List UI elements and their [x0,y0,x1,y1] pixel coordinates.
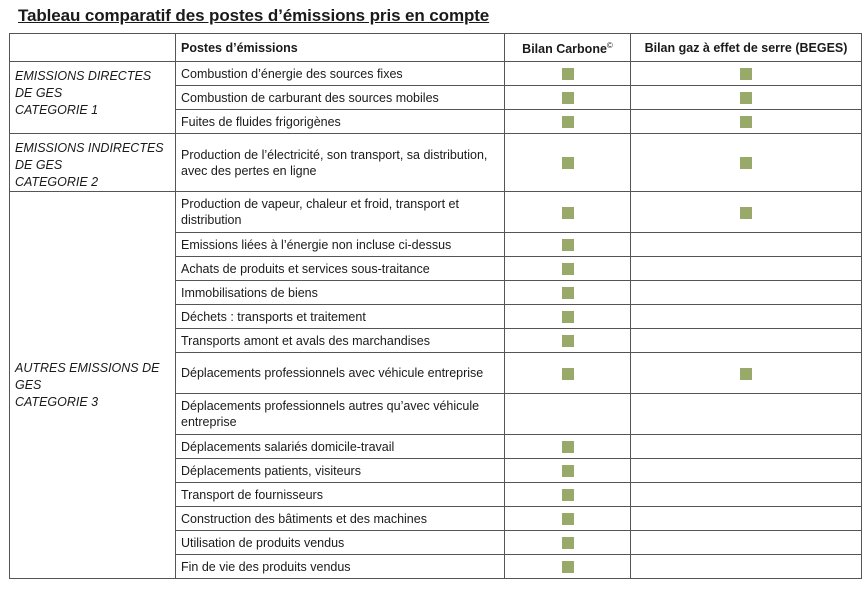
bilan-carbone-cell [505,555,631,579]
check-square-icon [740,207,752,219]
beges-cell [631,353,862,394]
header-beges: Bilan gaz à effet de serre (BEGES) [631,34,862,62]
bilan-carbone-cell [505,233,631,257]
poste-cell: Emissions liées à l’énergie non incluse ci-dessus [176,233,505,257]
header-postes: Postes d’émissions [176,34,505,62]
beges-cell [631,257,862,281]
bilan-carbone-cell [505,305,631,329]
poste-cell: Déplacements professionnels autres qu’avec véhicule entreprise [176,394,505,435]
poste-cell: Déchets : transports et traitement [176,305,505,329]
category-cell [10,62,176,134]
check-square-icon [740,157,752,169]
bilan-carbone-cell [505,110,631,134]
check-square-icon [562,239,574,251]
copyright-mark: © [606,40,613,50]
poste-cell: Combustion d’énergie des sources fixes [176,62,505,86]
check-square-icon [562,68,574,80]
check-square-icon [562,489,574,501]
poste-cell: Transports amont et avals des marchandises [176,329,505,353]
check-square-icon [562,287,574,299]
check-square-icon [562,311,574,323]
beges-cell [631,62,862,86]
beges-cell [631,394,862,435]
check-square-icon [562,116,574,128]
bilan-carbone-cell [505,134,631,192]
table-row [10,62,862,86]
bilan-carbone-cell [505,459,631,483]
bilan-carbone-cell [505,394,631,435]
beges-cell [631,459,862,483]
beges-cell [631,435,862,459]
bilan-carbone-cell [505,483,631,507]
category-label-line: EMISSIONS DIRECTES DE GES [15,69,152,100]
comparison-table [9,33,862,579]
poste-cell: Immobilisations de biens [176,281,505,305]
poste-cell: Achats de produits et services sous-traitance [176,257,505,281]
bilan-carbone-cell [505,86,631,110]
category-label-line: CATEGORIE 3 [15,394,99,409]
bilan-carbone-cell [505,281,631,305]
beges-cell [631,329,862,353]
beges-cell [631,555,862,579]
poste-cell: Construction des bâtiments et des machines [176,507,505,531]
beges-cell [631,110,862,134]
check-square-icon [562,441,574,453]
poste-cell: Déplacements professionnels avec véhicule entreprise [176,353,505,394]
beges-cell [631,192,862,233]
check-square-icon [562,465,574,477]
beges-cell [631,305,862,329]
beges-cell [631,233,862,257]
bilan-carbone-cell [505,531,631,555]
beges-cell [631,134,862,192]
poste-cell: Fuites de fluides frigorigènes [176,110,505,134]
bilan-carbone-cell [505,257,631,281]
bilan-carbone-cell [505,435,631,459]
poste-cell: Déplacements salariés domicile-travail [176,435,505,459]
poste-cell: Combustion de carburant des sources mobiles [176,86,505,110]
check-square-icon [562,92,574,104]
category-label-line: CATEGORIE 1 [15,103,99,117]
check-square-icon [562,537,574,549]
check-square-icon [740,116,752,128]
header-category [10,34,176,62]
poste-cell: Utilisation de produits vendus [176,531,505,555]
category-label-line: CATEGORIE 2 [15,175,99,189]
category-cell [10,192,176,579]
check-square-icon [562,368,574,380]
check-square-icon [740,68,752,80]
beges-cell [631,483,862,507]
check-square-icon [740,92,752,104]
check-square-icon [740,368,752,380]
beges-cell [631,281,862,305]
bilan-carbone-cell [505,192,631,233]
check-square-icon [562,263,574,275]
header-bilan-carbone-label: Bilan Carbone [522,42,607,57]
poste-cell: Production de vapeur, chaleur et froid, transport et distribution [176,192,505,233]
poste-cell: Production de l’électricité, son transport, sa distribution, avec des pertes en ligne [176,134,505,192]
category-label-line: AUTRES EMISSIONS DE GES [15,360,160,392]
poste-cell: Déplacements patients, visiteurs [176,459,505,483]
page-title: Tableau comparatif des postes d’émissions pris en compte [18,6,490,25]
header-row [10,34,862,62]
header-bilan-carbone [505,34,631,62]
check-square-icon [562,513,574,525]
poste-cell: Transport de fournisseurs [176,483,505,507]
bilan-carbone-cell [505,353,631,394]
table-body [10,62,862,579]
table-row [10,192,862,233]
bilan-carbone-cell [505,329,631,353]
category-cell [10,134,176,192]
check-square-icon [562,207,574,219]
check-square-icon [562,335,574,347]
category-label-line: EMISSIONS INDIRECTES DE GES [15,141,164,172]
bilan-carbone-cell [505,62,631,86]
beges-cell [631,531,862,555]
poste-cell: Fin de vie des produits vendus [176,555,505,579]
table-row [10,134,862,192]
bilan-carbone-cell [505,507,631,531]
check-square-icon [562,157,574,169]
beges-cell [631,507,862,531]
beges-cell [631,86,862,110]
check-square-icon [562,561,574,573]
